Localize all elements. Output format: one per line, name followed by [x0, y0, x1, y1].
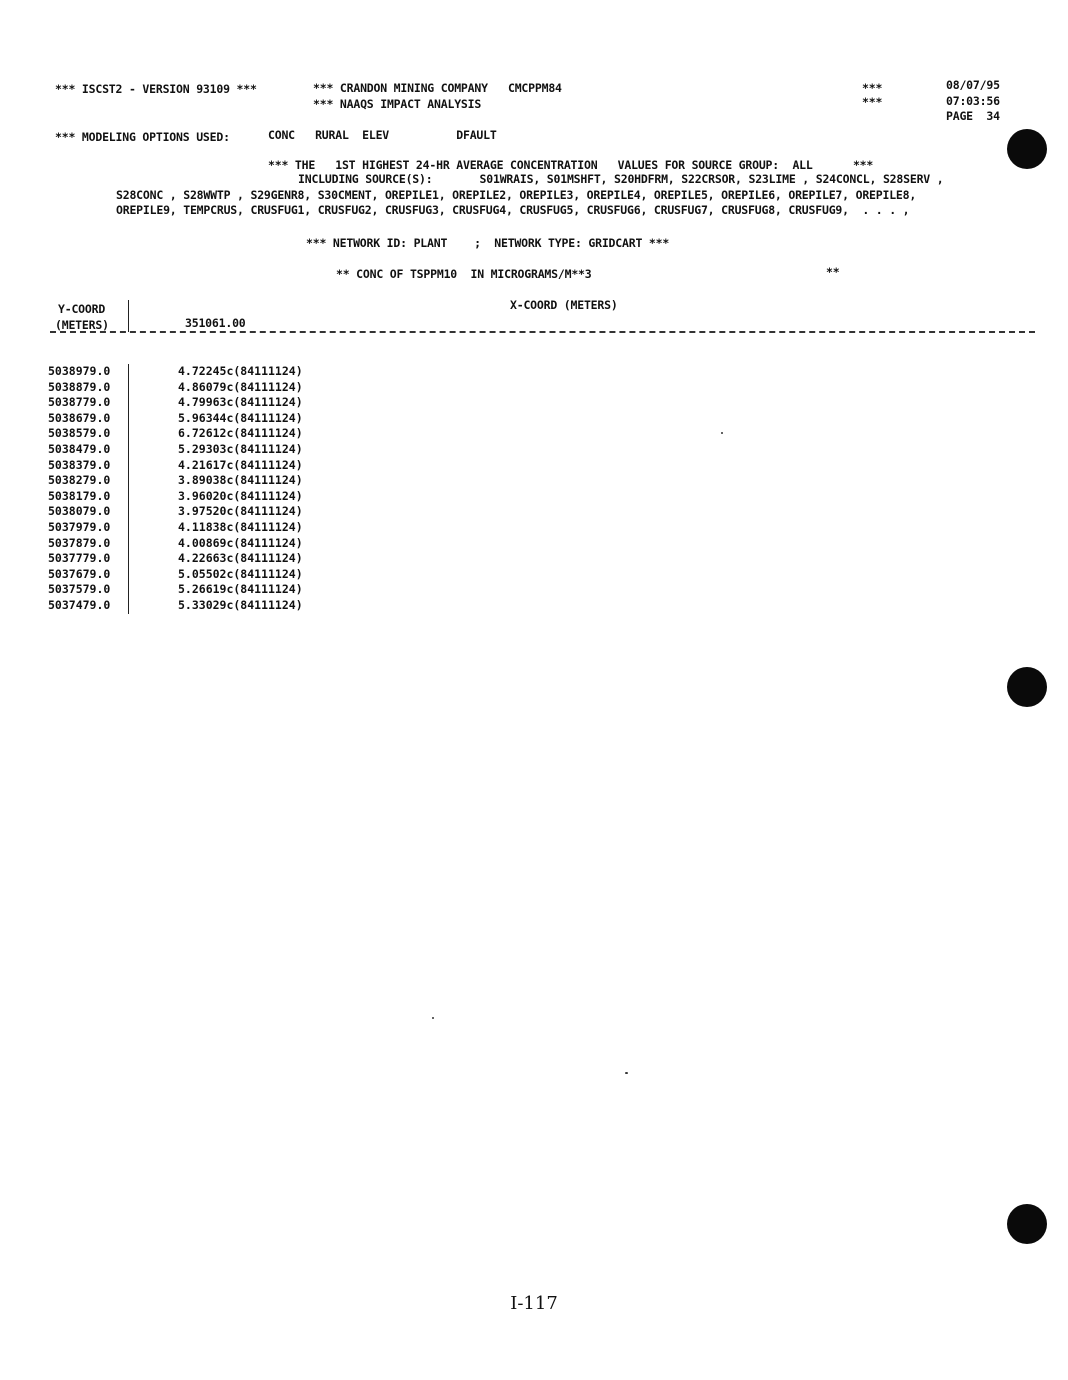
y-coordinate: 5037779.0	[48, 551, 111, 566]
y-coordinate: 5037479.0	[48, 597, 111, 612]
concentration-value: 3.89038c(84111124)	[178, 473, 303, 488]
program-version: *** ISCST2 - VERSION 93109 ***	[55, 82, 257, 96]
concentration-value: 4.86079c(84111124)	[178, 379, 303, 394]
header-stars-2: ***	[862, 95, 883, 109]
punch-hole-top	[1007, 129, 1047, 169]
company-line: *** CRANDON MINING COMPANY CMCPPM84	[313, 81, 562, 95]
conc-line: ** CONC OF TSPPM10 IN MICROGRAMS/M**3	[336, 267, 592, 281]
title-line-3: S28CONC , S28WWTP , S29GENR8, S30CMENT, OREPILE1, OREPILE2, OREPILE3, OREPILE4, OREPILE5, OREPILE6, OREPILE7, OREPILE8,	[116, 188, 917, 202]
punch-hole-bottom	[1007, 1204, 1047, 1244]
y-coordinate: 5038979.0	[48, 364, 111, 378]
concentration-value: 5.05502c(84111124)	[178, 566, 303, 581]
speck	[432, 1017, 434, 1019]
concentration-value: 3.97520c(84111124)	[178, 504, 303, 519]
speck	[625, 1072, 628, 1074]
y-coordinate: 5037679.0	[48, 566, 111, 581]
speck	[721, 432, 723, 434]
header-stars-1: ***	[862, 81, 883, 95]
y-coordinate: 5038179.0	[48, 488, 111, 503]
concentration-value: 4.00869c(84111124)	[178, 535, 303, 550]
xcoord-value: 351061.00	[185, 316, 246, 330]
y-coordinate: 5038579.0	[48, 426, 111, 441]
punch-hole-middle	[1007, 667, 1047, 707]
y-coordinate: 5038879.0	[48, 379, 111, 394]
concentration-value: 4.79963c(84111124)	[178, 395, 303, 410]
y-coordinate: 5038379.0	[48, 457, 111, 472]
conc-stars: **	[826, 265, 840, 279]
concentration-value: 3.96020c(84111124)	[178, 488, 303, 503]
y-coordinate: 5037979.0	[48, 519, 111, 534]
concentration-value: 5.29303c(84111124)	[178, 441, 303, 456]
analysis-line: *** NAAQS IMPACT ANALYSIS	[313, 97, 482, 111]
y-coordinate: 5038779.0	[48, 395, 111, 410]
title-line-4: OREPILE9, TEMPCRUS, CRUSFUG1, CRUSFUG2, CRUSFUG3, CRUSFUG4, CRUSFUG5, CRUSFUG6, CRUSFUG7, CRUSFUG8, CRUSFUG9, . . . ,	[116, 203, 910, 217]
dashed-separator	[50, 331, 1035, 333]
title-line-2: INCLUDING SOURCE(S): S01WRAIS, S01MSHFT, S20HDFRM, S22CRSOR, S23LIME , S24CONCL, S28SERV ,	[298, 172, 944, 186]
network-line: *** NETWORK ID: PLANT ; NETWORK TYPE: GRIDCART ***	[306, 236, 670, 250]
y-coordinate: 5037879.0	[48, 535, 111, 550]
report-time: 07:03:56	[946, 94, 1000, 108]
concentration-value: 5.26619c(84111124)	[178, 582, 303, 597]
concentration-value: 5.96344c(84111124)	[178, 410, 303, 425]
rows-divider	[128, 364, 129, 614]
page-footer: I-117	[510, 1293, 558, 1314]
concentration-value: 4.21617c(84111124)	[178, 457, 303, 472]
y-coordinate: 5038479.0	[48, 441, 111, 456]
report-date: 08/07/95	[946, 78, 1000, 92]
ycoord-label: Y-COORD	[58, 302, 106, 316]
title-line-1: *** THE 1ST HIGHEST 24-HR AVERAGE CONCENTRATION VALUES FOR SOURCE GROUP: ALL ***	[268, 158, 874, 172]
modeling-options-label: *** MODELING OPTIONS USED:	[55, 130, 230, 144]
page-number: PAGE 34	[946, 109, 1000, 123]
concentration-value: 6.72612c(84111124)	[178, 426, 303, 441]
concentration-value: 4.72245c(84111124)	[178, 364, 303, 378]
xcoord-label: X-COORD (METERS)	[510, 298, 618, 312]
y-coordinate: 5038079.0	[48, 504, 111, 519]
concentration-value: 4.11838c(84111124)	[178, 519, 303, 534]
modeling-options-values: CONC RURAL ELEV DFAULT	[268, 128, 497, 142]
ycoord-unit: (METERS)	[55, 318, 109, 332]
concentration-value: 4.22663c(84111124)	[178, 551, 303, 566]
y-coordinate: 5037579.0	[48, 582, 111, 597]
header-divider	[128, 300, 129, 332]
y-coordinate: 5038279.0	[48, 473, 111, 488]
concentration-value: 5.33029c(84111124)	[178, 597, 303, 612]
y-coordinate: 5038679.0	[48, 410, 111, 425]
